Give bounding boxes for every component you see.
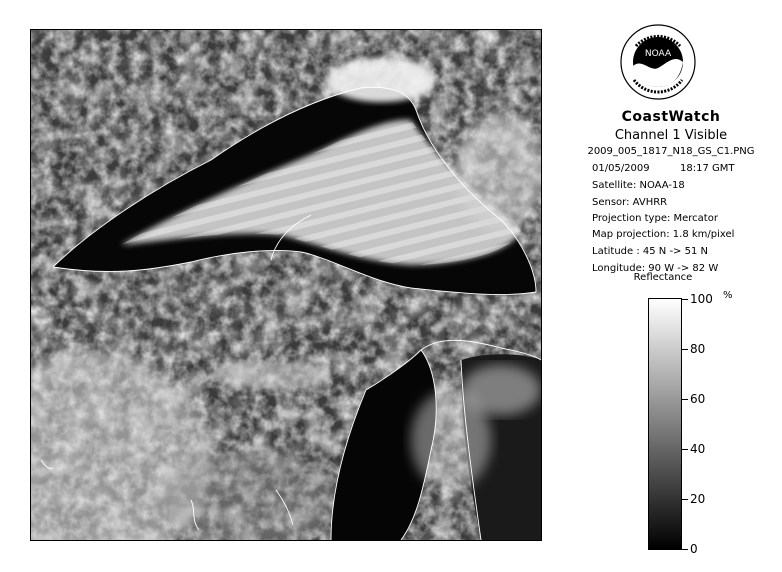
colorbar-tick-label: 100 bbox=[690, 292, 713, 306]
date-label: 01/05/2009 bbox=[592, 163, 650, 174]
colorbar-tick-label: 80 bbox=[690, 342, 706, 356]
longitude-label: Longitude: 90 W -> 82 W bbox=[592, 263, 719, 274]
filename-label: 2009_005_1817_N18_GS_C1.PNG bbox=[587, 146, 755, 157]
colorbar-tick-label: 40 bbox=[690, 442, 706, 456]
colorbar-tick-label: 20 bbox=[690, 492, 706, 506]
colorbar-tick-label: 0 bbox=[690, 542, 698, 556]
colorbar-tick bbox=[682, 499, 688, 500]
satellite-label: Satellite: NOAA-18 bbox=[592, 180, 685, 191]
app-title: CoastWatch bbox=[621, 109, 721, 125]
satellite-image bbox=[30, 29, 542, 541]
legend-title: Reflectance bbox=[633, 272, 693, 283]
projection-type-label: Projection type: Mercator bbox=[592, 213, 718, 224]
time-label: 18:17 GMT bbox=[680, 163, 735, 174]
reflectance-colorbar bbox=[648, 298, 682, 550]
colorbar-tick bbox=[682, 399, 688, 400]
logo-center-text: NOAA bbox=[644, 49, 672, 59]
legend-unit: % bbox=[723, 290, 733, 301]
channel-label: Channel 1 Visible bbox=[614, 128, 728, 143]
colorbar-tick-label: 60 bbox=[690, 392, 706, 406]
map-projection-label: Map projection: 1.8 km/pixel bbox=[592, 229, 735, 240]
latitude-label: Latitude : 45 N -> 51 N bbox=[592, 246, 708, 257]
noaa-logo-icon bbox=[620, 24, 696, 100]
colorbar-tick bbox=[682, 549, 688, 550]
colorbar-tick bbox=[682, 449, 688, 450]
sensor-label: Sensor: AVHRR bbox=[592, 197, 668, 208]
satellite-image-svg bbox=[31, 30, 541, 540]
colorbar-tick bbox=[682, 349, 688, 350]
colorbar-tick bbox=[682, 299, 688, 300]
